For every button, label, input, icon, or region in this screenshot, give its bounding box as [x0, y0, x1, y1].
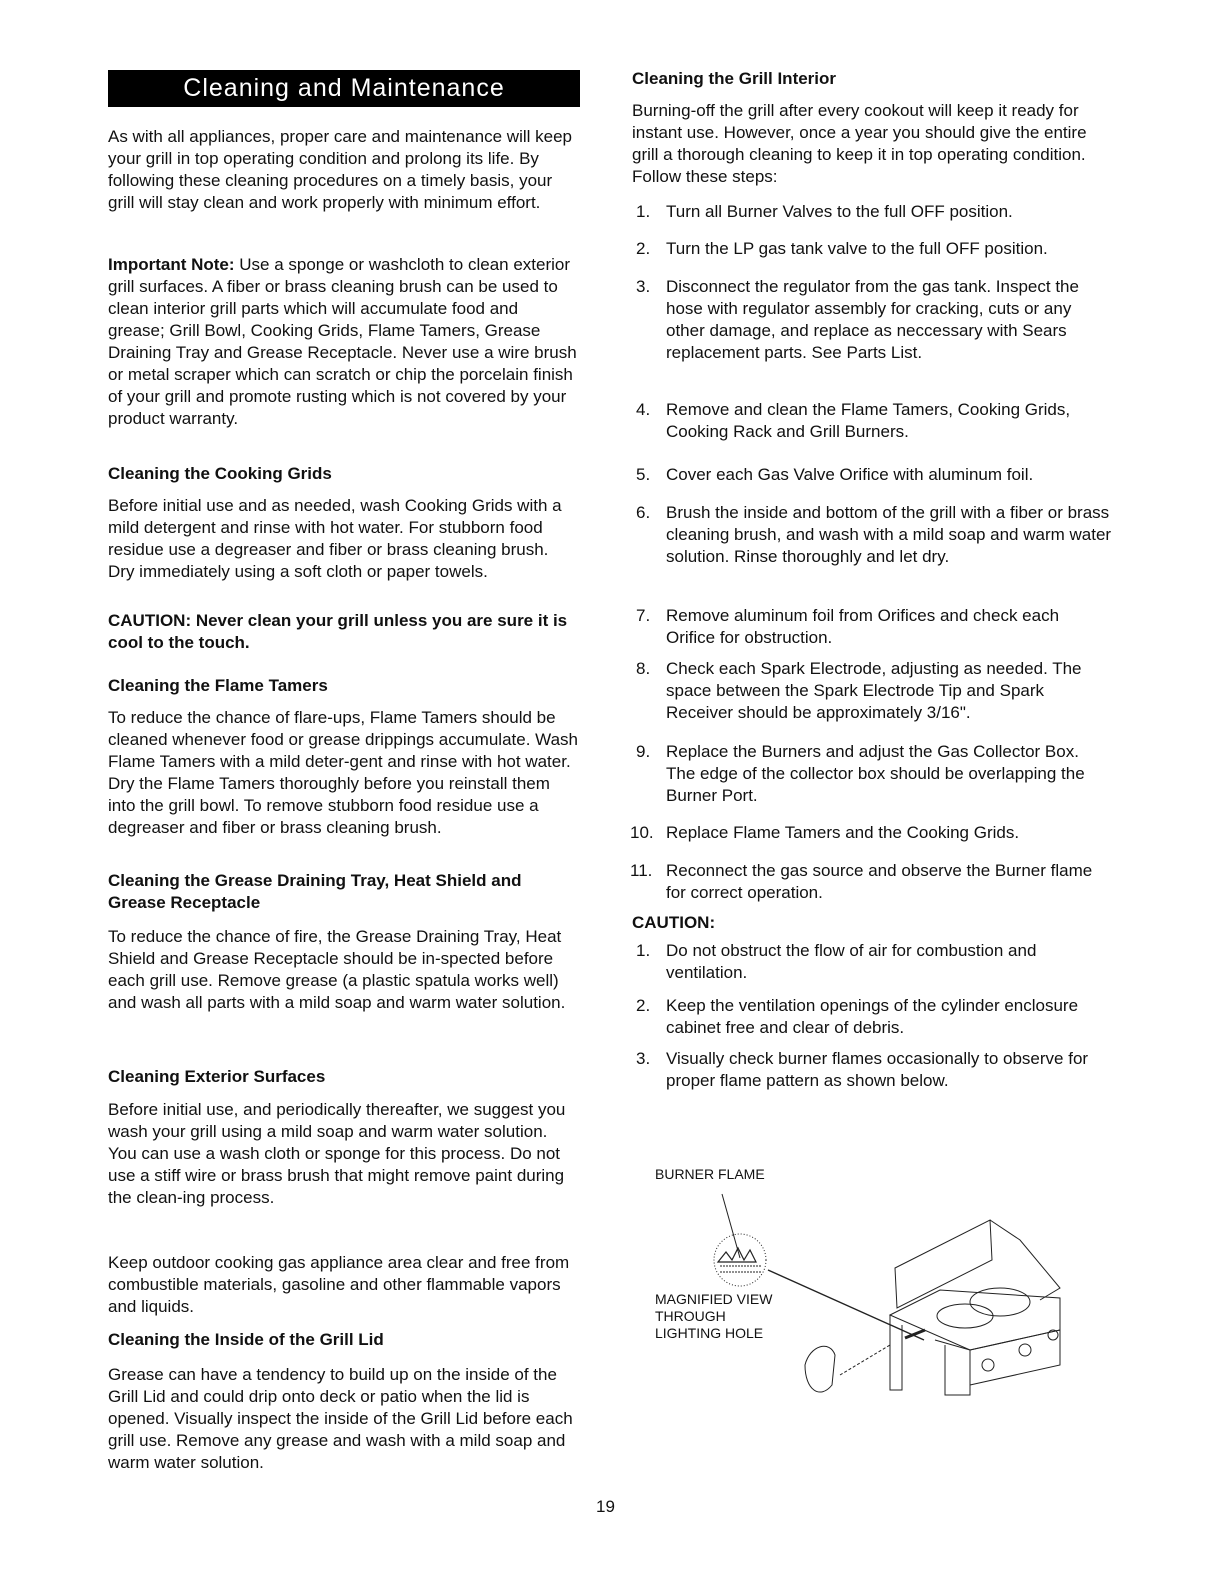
cooking-grids-heading: Cleaning the Cooking Grids: [108, 464, 332, 483]
grill-lid-heading: Cleaning the Inside of the Grill Lid: [108, 1330, 384, 1349]
grease-tray-heading: Cleaning the Grease Draining Tray, Heat Shield and Grease Receptacle: [108, 871, 522, 912]
step-item: [632, 201, 1112, 223]
step-number: 9.: [636, 742, 651, 761]
grill-lid-text: Grease can have a tendency to build up on the inside of the Grill Lid and could drip onto deck or patio when the lid is opened. Visually inspect the inside of the Grill Lid before each grill use. Remove any grease and wash with a mild soap and warm water solution.: [108, 1365, 573, 1472]
step-text: Brush the inside and bottom of the grill with a fiber or brass cleaning brush, and wash with a mild soap and warm water solution. Rinse thoroughly and let dry.: [666, 503, 1112, 566]
step-item: [632, 860, 1112, 904]
magnified-view-label: MAGNIFIED VIEW: [655, 1291, 773, 1307]
step-number: 1.: [636, 202, 651, 221]
important-note-text: Use a sponge or washcloth to clean exterior grill surfaces. A fiber or brass cleaning brush can be used to clean interior grill parts which will accumulate food and grease; Grill Bowl, Cooking Grids, Flame Tamers, Grease Draining Tray and Grease Receptacle. Never use a wire brush or metal scraper which can scratch or chip the porcelain finish of your grill and promote rusting which is not covered by your product warranty.: [108, 255, 577, 428]
flame-tamers-heading: Cleaning the Flame Tamers: [108, 676, 328, 695]
burner-flame-figure: [640, 1150, 1080, 1410]
intro-paragraph: As with all appliances, proper care and maintenance will keep your grill in top operating condition and prolong its life. By following these cleaning procedures on a timely basis, your grill will stay clean and work properly with minimum effort.: [108, 127, 572, 212]
step-text: Remove and clean the Flame Tamers, Cooking Grids, Cooking Rack and Grill Burners.: [666, 400, 1071, 441]
exterior-text: Before initial use, and periodically thereafter, we suggest you wash your grill using a mild soap and warm water solution. You can use a wash cloth or sponge for this process. Do not use a stiff wire or brass brush that might remove paint during the clean-ing process.: [108, 1100, 566, 1207]
magnified-view-label: THROUGH: [655, 1308, 726, 1324]
step-item: [632, 658, 1112, 724]
step-text: Check each Spark Electrode, adjusting as needed. The space between the Spark Electrode Tip and Spark Receiver should be approximately 3/16".: [666, 659, 1082, 722]
step-number: 5.: [636, 465, 651, 484]
step-number: 4.: [636, 400, 651, 419]
step-item: [632, 502, 1112, 568]
caution-text: Keep the ventilation openings of the cylinder enclosure cabinet free and clear of debris.: [666, 996, 1079, 1037]
step-text: Replace Flame Tamers and the Cooking Grids.: [666, 823, 1020, 842]
caution-number: 3.: [636, 1049, 651, 1068]
step-number: 3.: [636, 277, 651, 296]
grill-illustration: [640, 1150, 1080, 1410]
caution-text: Visually check burner flames occasionally to observe for proper flame pattern as shown below.: [666, 1049, 1089, 1090]
step-item: [632, 822, 1112, 844]
important-note: [108, 254, 578, 430]
step-item: [632, 238, 1112, 260]
flame-tamers-text: To reduce the chance of flare-ups, Flame Tamers should be cleaned whenever food or grease drippings accumulate. Wash Flame Tamers with a mild deter-gent and rinse with hot water. Dry the Flame Tamers thoroughly before you reinstall them into the grill bowl. To remove stubborn food residue use a degreaser and fiber or brass cleaning brush.: [108, 708, 578, 837]
caution-item: [632, 940, 1112, 984]
cooking-grids-text: Before initial use and as needed, wash Cooking Grids with a mild detergent and rinse with hot water. For stubborn food residue use a degreaser and fiber or brass cleaning brush. Dry immediately using a soft cloth or paper towels.: [108, 496, 562, 581]
step-text: Turn all Burner Valves to the full OFF position.: [666, 202, 1013, 221]
grease-tray-text: To reduce the chance of fire, the Grease Draining Tray, Heat Shield and Grease Receptacle should be in-spected before each grill use. Remove grease (a plastic spatula works well) and wash all parts with a mild soap and warm water solution.: [108, 927, 566, 1012]
step-number: 11.: [630, 861, 653, 880]
step-text: Cover each Gas Valve Orifice with aluminum foil.: [666, 465, 1034, 484]
caution-item: [632, 995, 1112, 1039]
step-text: Turn the LP gas tank valve to the full OFF position.: [666, 239, 1048, 258]
step-item: [632, 399, 1112, 443]
caution-heading: CAUTION:: [632, 913, 716, 932]
step-number: 10.: [630, 823, 654, 842]
caution-number: 2.: [636, 996, 651, 1015]
caution-cool-touch: CAUTION: Never clean your grill unless you are sure it is cool to the touch.: [108, 611, 568, 652]
section-title-banner: Cleaning and Maintenance: [108, 70, 580, 107]
grill-interior-heading: Cleaning the Grill Interior: [632, 69, 837, 88]
step-number: 2.: [636, 239, 651, 258]
grill-interior-text: Burning-off the grill after every cookout will keep it ready for instant use. However, once a year you should give the entire grill a thorough cleaning to keep it in top operating condition. Follow these steps:: [632, 101, 1087, 186]
step-text: Replace the Burners and adjust the Gas Collector Box. The edge of the collector box should be overlapping the Burner Port.: [666, 742, 1085, 805]
step-item: [632, 741, 1112, 807]
outdoor-text: Keep outdoor cooking gas appliance area clear and free from combustible materials, gasoline and other flammable vapors and liquids.: [108, 1253, 570, 1316]
step-number: 6.: [636, 503, 651, 522]
step-text: Disconnect the regulator from the gas tank. Inspect the hose with regulator assembly for cracking, cuts or any other damage, and replace as neccessary with Sears replacement parts. See Parts List.: [666, 277, 1079, 362]
step-item: [632, 605, 1112, 649]
page-number: 19: [596, 1497, 615, 1516]
step-text: Reconnect the gas source and observe the Burner flame for correct operation.: [666, 861, 1093, 902]
caution-text: Do not obstruct the flow of air for combustion and ventilation.: [666, 941, 1037, 982]
step-item: [632, 464, 1112, 486]
exterior-heading: Cleaning Exterior Surfaces: [108, 1067, 326, 1086]
step-text: Remove aluminum foil from Orifices and check each Orifice for obstruction.: [666, 606, 1060, 647]
step-item: [632, 276, 1112, 364]
step-number: 7.: [636, 606, 651, 625]
caution-number: 1.: [636, 941, 651, 960]
step-number: 8.: [636, 659, 651, 678]
magnified-view-label: LIGHTING HOLE: [655, 1325, 764, 1341]
burner-flame-label: BURNER FLAME: [655, 1166, 765, 1182]
caution-item: [632, 1048, 1112, 1092]
important-note-label: Important Note:: [108, 255, 235, 274]
